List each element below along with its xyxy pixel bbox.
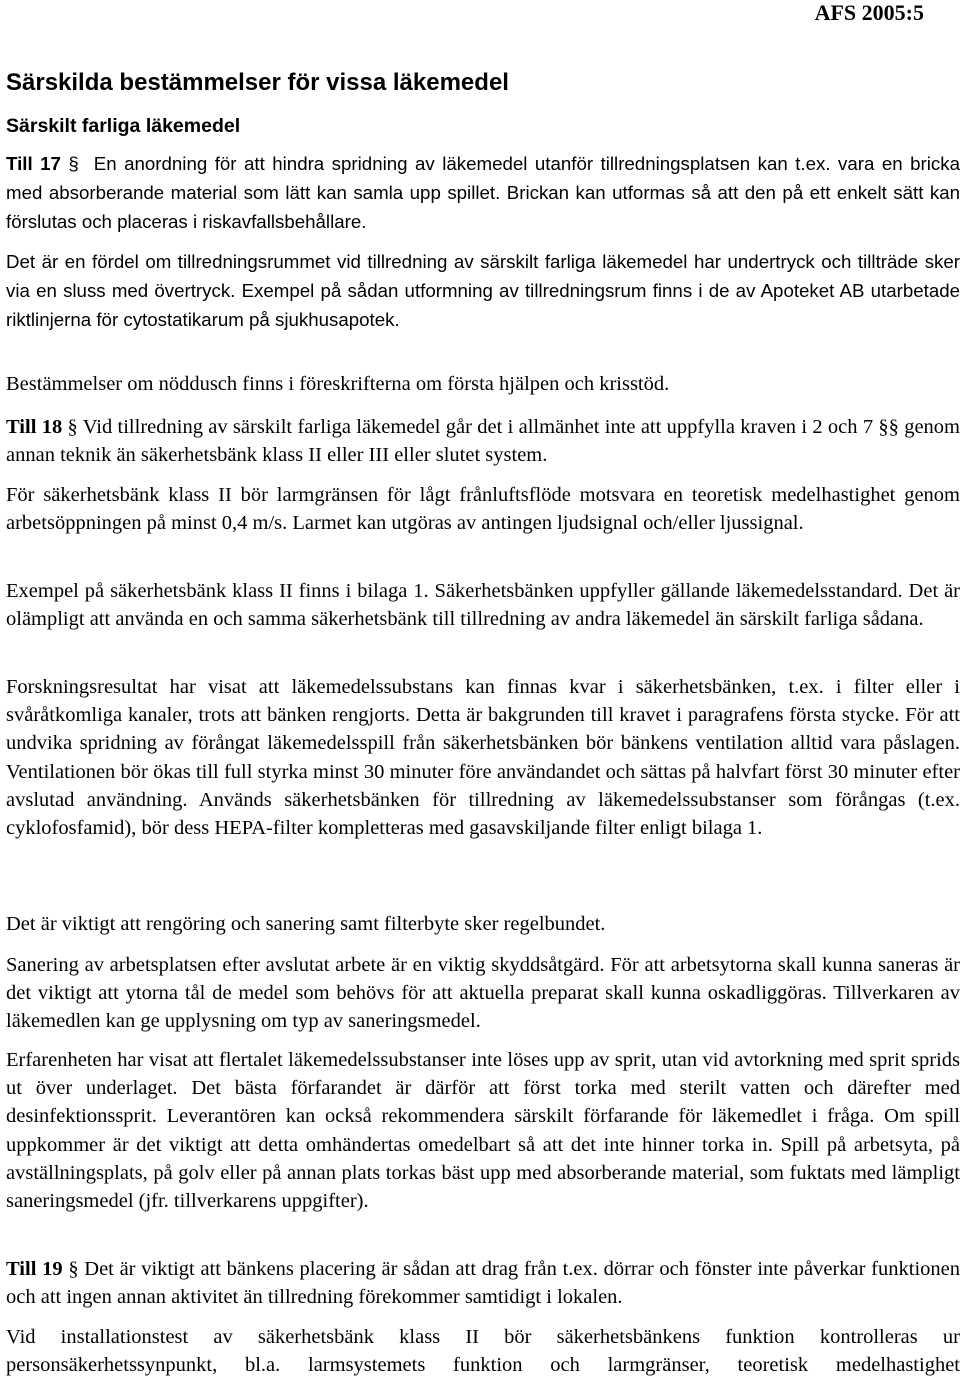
- paragraph-till-19: [6, 1255, 960, 1311]
- paragraph: För säkerhetsbänk klass II bör larmgränsen för lågt frånluftsflöde motsvara en teoretisk medelhastighet genom arbetsöppningen på minst 0,4 m/s. Larmet kan utgöras av antingen ljudsignal och/eller ljussignal.: [6, 484, 960, 535]
- paragraph-lead: Till 19: [6, 1258, 63, 1280]
- paragraph-lead: Till 17: [6, 153, 61, 174]
- paragraph-till-18: [6, 413, 960, 469]
- section-title: Särskilda bestämmelser för vissa läkemedel: [6, 69, 509, 96]
- paragraph: Bestämmelser om nöddusch finns i föreskrifterna om första hjälpen och krisstöd.: [6, 373, 670, 395]
- paragraph-text: § Vid tillredning av särskilt farliga läkemedel går det i allmänhet inte att uppfylla kraven i 2 och 7 §§ genom annan teknik än säkerhetsbänk klass II eller III eller slutet system.: [6, 416, 960, 467]
- document-id: AFS 2005:5: [814, 0, 924, 25]
- section-subtitle: Särskilt farliga läkemedel: [6, 115, 241, 137]
- paragraph-text: § Det är viktigt att bänkens placering är sådan att drag från t.ex. dörrar och fönster inte påverkar funktionen och att ingen annan aktivitet än tillredning förekommer samtidigt i lokalen.: [6, 1258, 960, 1309]
- paragraph: Erfarenheten har visat att flertalet läkemedelssubstanser inte löses upp av sprit, utan vid avtorkning med sprit sprids ut över underlaget. Det bästa förfarandet är därför att först torka med sterilt vatten och därefter med desinfektionssprit. Leverantören kan också rekommendera särskilt förfarande för läkemedlet i fråga. Om spill uppkommer är det viktigt att detta omhändertas omedelbart så att det inte hinner torka in. Spill på arbetsyta, på avställningsplats, på golv eller på annan plats torkas bäst upp med absorberande material, som fuktats med lämpligt saneringsmedel (jfr. tillverkarens uppgifter).: [6, 1049, 960, 1213]
- paragraph-till-17: [6, 149, 960, 236]
- paragraph: Det är viktigt att rengöring och sanering samt filterbyte sker regelbundet.: [6, 913, 606, 935]
- paragraph: Sanering av arbetsplatsen efter avslutat arbete är en viktig skyddsåtgärd. För att arbetsytorna skall kunna saneras är det viktigt att ytorna tål de medel som behövs för att aktuella preparat skall kunna oskadliggöras. Tillverkaren av läkemedlen kan ge upplysning om typ av saneringsmedel.: [6, 954, 960, 1033]
- paragraph: Exempel på säkerhetsbänk klass II finns i bilaga 1. Säkerhetsbänken uppfyller gällande läkemedelsstandard. Det är olämpligt att använda en och samma säkerhetsbänk till tillredning av andra läkemedel än särskilt farliga sådana.: [6, 580, 960, 631]
- paragraph-text: § En anordning för att hindra spridning av läkemedel utanför tillredningsplatsen kan t.ex. vara en bricka med absorberande material som lätt kan samla upp spillet. Brickan kan utformas så att den på ett enkelt sätt kan förslutas och placeras i riskavfallsbehållare.: [6, 153, 960, 232]
- paragraph-lead: Till 18: [6, 416, 63, 438]
- paragraph: Vid installationstest av säkerhetsbänk klass II bör säkerhetsbänkens funktion kontrolleras ur personsäkerhetssynpunkt, bl.a. larmsystemets funktion och larmgränser, teoretisk medelhastighet: [6, 1326, 960, 1377]
- paragraph: Det är en fördel om tillredningsrummet vid tillredning av särskilt farliga läkemedel har undertryck och tillträde sker via en sluss med övertryck. Exempel på sådan utformning av tillredningsrum finns i de av Apoteket AB utarbetade riktlinjerna för cytostatikarum på sjukhusapotek.: [6, 251, 960, 330]
- paragraph: Forskningsresultat har visat att läkemedelssubstans kan finnas kvar i säkerhetsbänken, t.ex. i filter eller i svåråtkomliga kanaler, trots att bänken rengjorts. Detta är bakgrunden till kravet i paragrafens första stycke. För att undvika spridning av förångat läkemedelsspill från säkerhetsbänken bör bänkens ventilation alltid vara påslagen. Ventilationen bör ökas till full styrka minst 30 minuter före användandet och sättas på halvfart först 30 minuter efter avslutad användning. Används säkerhetsbänken för tillredning av läkemedelssubstanser som förångas (t.ex. cyklofosfamid), bör dess HEPA-filter kompletteras med gasavskiljande filter enligt bilaga 1.: [6, 676, 960, 840]
